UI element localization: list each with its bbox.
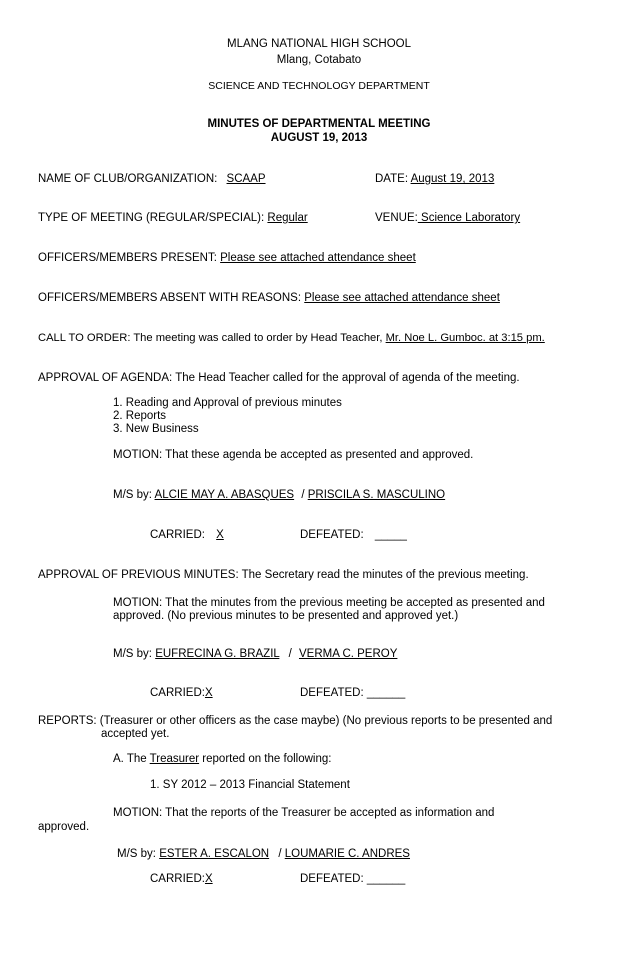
- minutes-heading: APPROVAL OF PREVIOUS MINUTES: The Secretary read the minutes of the previous meeting.: [38, 569, 529, 581]
- reports-heading-line-2: accepted yet.: [101, 728, 170, 740]
- reports-ms-label: M/S by:: [117, 848, 156, 860]
- minutes-carried-label: CARRIED:: [150, 687, 205, 699]
- agenda-mover: ALCIE MAY A. ABASQUES: [154, 489, 295, 501]
- reports-defeated: [300, 873, 405, 885]
- agenda-heading: APPROVAL OF AGENDA: The Head Teacher called for the approval of agenda of the meeting.: [38, 372, 520, 384]
- agenda-carried-value: X: [216, 529, 224, 541]
- minutes-carried: [150, 687, 213, 699]
- venue-row: [375, 212, 520, 224]
- minutes-defeated-label: DEFEATED:: [300, 687, 364, 699]
- present-value: Please see attached attendance sheet: [220, 252, 416, 264]
- minutes-seconder: VERMA C. PEROY: [298, 648, 398, 660]
- agenda-separator: /: [301, 489, 305, 501]
- agenda-item-1: 1. Reading and Approval of previous minutes: [113, 397, 342, 409]
- agenda-ms-label: M/S by:: [113, 489, 152, 501]
- absent-row: [38, 292, 500, 304]
- reports-ms-row: [117, 848, 410, 860]
- meeting-type-value: Regular: [267, 212, 308, 224]
- reports-mover: ESTER A. ESCALON: [159, 848, 270, 860]
- reports-separator: /: [278, 848, 282, 860]
- school-location: Mlang, Cotabato: [276, 54, 362, 66]
- reports-item-role: Treasurer: [149, 753, 200, 765]
- reports-carried: [150, 873, 213, 885]
- reports-item-suffix: reported on the following:: [202, 753, 332, 765]
- minutes-mover: EUFRECINA G. BRAZIL: [155, 648, 280, 660]
- meeting-type-label: TYPE OF MEETING (REGULAR/SPECIAL):: [38, 212, 265, 224]
- present-label: OFFICERS/MEMBERS PRESENT:: [38, 252, 217, 264]
- absent-value: Please see attached attendance sheet: [304, 292, 500, 304]
- call-to-order-text: CALL TO ORDER: The meeting was called to order by Head Teacher,: [38, 332, 383, 344]
- club-value: SCAAP: [226, 173, 266, 185]
- minutes-motion-line-2: approved. (No previous minutes to be presented and approved yet.): [113, 610, 459, 622]
- reports-carried-value: X: [204, 873, 213, 885]
- reports-defeated-label: DEFEATED:: [300, 873, 364, 885]
- minutes-carried-value: X: [204, 687, 213, 699]
- minutes-separator: /: [288, 648, 292, 660]
- minutes-motion-line-1: MOTION: That the minutes from the previous meeting be accepted as presented and: [113, 597, 545, 609]
- agenda-defeated-label: DEFEATED:: [300, 529, 364, 541]
- present-row: [38, 252, 416, 264]
- minutes-defeated: [300, 687, 405, 699]
- call-to-order: [38, 332, 545, 344]
- agenda-item-2: 2. Reports: [113, 410, 167, 422]
- document-title: MINUTES OF DEPARTMENTAL MEETING: [207, 118, 431, 130]
- reports-item-a: [113, 753, 331, 765]
- reports-item-prefix: A. The: [113, 753, 147, 765]
- agenda-seconder: PRISCILA S. MASCULINO: [307, 489, 446, 501]
- club-row: [38, 173, 266, 185]
- agenda-ms-row: [113, 489, 445, 501]
- reports-motion-line-2: approved.: [38, 821, 90, 833]
- date-label: DATE:: [375, 173, 409, 185]
- call-to-order-value: Mr. Noe L. Gumboc. at 3:15 pm.: [385, 332, 545, 344]
- reports-motion-line-1: MOTION: That the reports of the Treasurer be accepted as information and: [113, 807, 495, 819]
- school-name: MLANG NATIONAL HIGH SCHOOL: [226, 38, 412, 50]
- date-value: August 19, 2013: [410, 173, 495, 185]
- reports-defeated-value: ______: [366, 873, 406, 885]
- meeting-type-row: [38, 212, 308, 224]
- agenda-defeated: [300, 529, 407, 541]
- reports-carried-label: CARRIED:: [150, 873, 205, 885]
- agenda-carried: [150, 529, 224, 541]
- agenda-item-3: 3. New Business: [113, 423, 199, 435]
- reports-heading-line-1: REPORTS: (Treasurer or other officers as the case maybe) (No previous reports to be presented and: [38, 715, 553, 727]
- club-label: NAME OF CLUB/ORGANIZATION:: [38, 173, 218, 185]
- date-row: [375, 173, 494, 185]
- reports-seconder: LOUMARIE C. ANDRES: [284, 848, 410, 860]
- venue-value: Science Laboratory: [417, 212, 521, 224]
- venue-label: VENUE:: [375, 212, 418, 224]
- minutes-ms-label: M/S by:: [113, 648, 152, 660]
- minutes-defeated-value: ______: [366, 687, 406, 699]
- absent-label: OFFICERS/MEMBERS ABSENT WITH REASONS:: [38, 292, 302, 304]
- agenda-defeated-value: _____: [374, 529, 407, 541]
- agenda-carried-label: CARRIED:: [150, 529, 205, 541]
- reports-sub-item: 1. SY 2012 – 2013 Financial Statement: [150, 779, 350, 791]
- department-name: SCIENCE AND TECHNOLOGY DEPARTMENT: [208, 80, 430, 92]
- agenda-motion: MOTION: That these agenda be accepted as presented and approved.: [113, 449, 474, 461]
- minutes-ms-row: [113, 648, 397, 660]
- document-date: AUGUST 19, 2013: [270, 132, 368, 144]
